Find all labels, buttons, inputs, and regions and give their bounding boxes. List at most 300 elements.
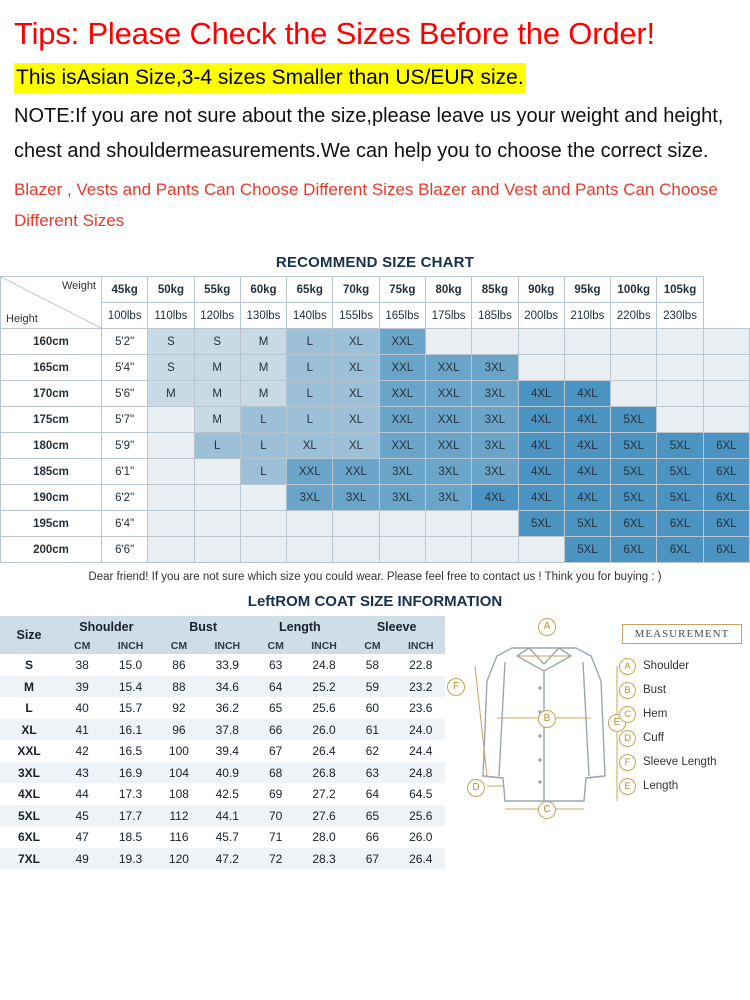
legend-badge-icon: E bbox=[619, 778, 636, 795]
coat-measure-cell: 17.7 bbox=[118, 808, 143, 823]
table-row bbox=[0, 654, 445, 676]
coat-size-label: XXL bbox=[17, 744, 41, 759]
chart-size-cell: 3XL bbox=[425, 459, 471, 485]
chart-size-cell: 4XL bbox=[518, 433, 564, 459]
chart-size-cell: XXL bbox=[379, 381, 425, 407]
coat-measure-cell: 64.5 bbox=[409, 787, 433, 802]
chart-size-cell: XXL bbox=[333, 459, 379, 485]
chart-weight-lbs-header: 110lbs bbox=[148, 303, 194, 329]
chart-size-cell bbox=[194, 459, 240, 485]
tips-note: NOTE:If you are not sure about the size,please leave us your weight and height, chest and shouldermeasurements.We can help you to choose the correct size. bbox=[14, 105, 724, 163]
chart-size-cell bbox=[564, 355, 610, 381]
coat-size-label: 4XL bbox=[17, 787, 40, 802]
chart-size-cell bbox=[657, 329, 703, 355]
coat-measure-cell: 26.0 bbox=[312, 722, 336, 737]
chart-size-cell: 5XL bbox=[657, 459, 703, 485]
chart-weight-kg-header: 65kg bbox=[287, 277, 333, 303]
table-row bbox=[0, 719, 445, 741]
chart-size-cell: M bbox=[148, 381, 194, 407]
chart-size-cell bbox=[148, 485, 194, 511]
chart-size-cell: L bbox=[194, 433, 240, 459]
chart-size-cell: 5XL bbox=[657, 433, 703, 459]
chart-size-cell: XXL bbox=[425, 355, 471, 381]
diagram-marker-d: D bbox=[467, 779, 485, 797]
legend-label: Shoulder bbox=[643, 660, 690, 673]
chart-height-ft: 6'1" bbox=[102, 459, 148, 485]
coat-measure-cell: 45.7 bbox=[215, 830, 239, 845]
chart-weight-lbs-header: 200lbs bbox=[518, 303, 564, 329]
table-row bbox=[1, 381, 750, 407]
chart-size-cell: XL bbox=[333, 433, 379, 459]
chart-size-cell bbox=[148, 433, 194, 459]
coat-size-label: 7XL bbox=[17, 851, 40, 866]
coat-measure-cell: 24.8 bbox=[312, 658, 336, 673]
table-row bbox=[1, 537, 750, 563]
measurement-box-label: MEASUREMENT bbox=[622, 624, 742, 644]
chart-size-cell: L bbox=[287, 407, 333, 433]
diagram-marker-b: B bbox=[538, 710, 556, 728]
coat-measure-cell: 15.7 bbox=[118, 701, 143, 716]
chart-weight-kg-header: 90kg bbox=[518, 277, 564, 303]
chart-height-ft: 5'4" bbox=[102, 355, 148, 381]
chart-size-cell: M bbox=[194, 407, 240, 433]
coat-measure-cell: 71 bbox=[269, 830, 283, 845]
chart-height-cm: 195cm bbox=[1, 511, 102, 537]
coat-size-table bbox=[0, 616, 445, 869]
chart-size-cell: S bbox=[194, 329, 240, 355]
chart-size-cell: 4XL bbox=[472, 485, 518, 511]
coat-measure-cell: 49 bbox=[75, 851, 89, 866]
chart-size-cell bbox=[148, 511, 194, 537]
coat-measure-cell: 69 bbox=[269, 787, 283, 802]
chart-weight-lbs-header: 120lbs bbox=[194, 303, 240, 329]
chart-size-cell: 4XL bbox=[518, 459, 564, 485]
table-row bbox=[1, 511, 750, 537]
chart-height-ft: 6'4" bbox=[102, 511, 148, 537]
coat-unit-header: CM bbox=[252, 637, 300, 654]
coat-measure-cell: 44.1 bbox=[215, 808, 239, 823]
chart-size-cell: 6XL bbox=[703, 459, 749, 485]
coat-size-information-section bbox=[0, 589, 750, 869]
chart-height-cm: 170cm bbox=[1, 381, 102, 407]
chart-size-cell: M bbox=[194, 355, 240, 381]
chart-footnote: Dear friend! If you are not sure which size you could wear. Please feel free to contact us ! Think you for buying : ) bbox=[88, 571, 662, 584]
chart-height-cm: 190cm bbox=[1, 485, 102, 511]
coat-measure-cell: 26.8 bbox=[312, 765, 336, 780]
table-row bbox=[1, 329, 750, 355]
chart-size-cell: 6XL bbox=[703, 433, 749, 459]
table-row bbox=[0, 805, 445, 827]
chart-size-cell bbox=[333, 537, 379, 563]
chart-height-ft: 5'7" bbox=[102, 407, 148, 433]
coat-measure-cell: 86 bbox=[172, 658, 186, 673]
chart-height-ft: 6'6" bbox=[102, 537, 148, 563]
chart-size-cell: 4XL bbox=[564, 381, 610, 407]
coat-measure-cell: 28.3 bbox=[312, 851, 336, 866]
coat-measure-cell: 58 bbox=[365, 658, 380, 673]
chart-weight-lbs-header: 100lbs bbox=[102, 303, 148, 329]
chart-size-cell bbox=[472, 329, 518, 355]
table-row bbox=[0, 762, 445, 784]
coat-measure-cell: 40 bbox=[75, 701, 89, 716]
chart-size-cell: 3XL bbox=[472, 407, 518, 433]
coat-measure-cell: 22.8 bbox=[409, 658, 433, 673]
coat-measure-cell: 47.2 bbox=[215, 851, 239, 866]
chart-weight-lbs-header: 175lbs bbox=[425, 303, 471, 329]
chart-size-cell: L bbox=[287, 329, 333, 355]
chart-size-cell: 6XL bbox=[611, 511, 657, 537]
chart-size-cell bbox=[518, 537, 564, 563]
chart-size-cell bbox=[194, 511, 240, 537]
table-row bbox=[0, 697, 445, 719]
coat-size-label: 3XL bbox=[17, 765, 40, 780]
coat-group-header: Bust bbox=[155, 616, 252, 637]
coat-measure-cell: 66 bbox=[269, 722, 283, 737]
chart-weight-lbs-header: 130lbs bbox=[240, 303, 286, 329]
chart-weight-lbs-header: 210lbs bbox=[564, 303, 610, 329]
legend-badge-icon: D bbox=[619, 730, 636, 747]
chart-size-cell: 3XL bbox=[379, 459, 425, 485]
coat-measure-cell: 61 bbox=[365, 722, 380, 737]
chart-weight-lbs-header: 230lbs bbox=[657, 303, 703, 329]
chart-size-cell bbox=[240, 537, 286, 563]
coat-measure-cell: 18.5 bbox=[118, 830, 143, 845]
chart-size-cell bbox=[240, 511, 286, 537]
coat-measure-cell: 88 bbox=[172, 679, 186, 694]
coat-measure-cell: 16.9 bbox=[118, 765, 143, 780]
chart-size-cell: 3XL bbox=[379, 485, 425, 511]
recommend-size-chart-table bbox=[0, 276, 750, 563]
coat-measure-cell: 72 bbox=[269, 851, 283, 866]
chart-size-cell bbox=[657, 381, 703, 407]
coat-measure-cell: 70 bbox=[269, 808, 283, 823]
chart-size-cell: 4XL bbox=[564, 407, 610, 433]
coat-measure-cell: 42.5 bbox=[215, 787, 239, 802]
coat-measure-cell: 64 bbox=[365, 787, 380, 802]
coat-measure-cell: 120 bbox=[168, 851, 189, 866]
chart-size-cell: L bbox=[240, 433, 286, 459]
coat-measure-cell: 42 bbox=[75, 744, 89, 759]
table-row bbox=[0, 676, 445, 698]
chart-size-cell bbox=[287, 537, 333, 563]
chart-size-cell: 3XL bbox=[425, 485, 471, 511]
coat-measure-cell: 25.6 bbox=[409, 808, 433, 823]
chart-size-cell bbox=[472, 537, 518, 563]
chart-size-cell: M bbox=[240, 381, 286, 407]
legend-label: Length bbox=[643, 780, 679, 793]
coat-measure-cell: 68 bbox=[269, 765, 283, 780]
table-row bbox=[0, 740, 445, 762]
coat-measure-cell: 60 bbox=[365, 701, 380, 716]
coat-unit-header: CM bbox=[58, 637, 106, 654]
chart-size-cell bbox=[148, 459, 194, 485]
chart-size-cell: L bbox=[240, 459, 286, 485]
coat-measure-cell: 17.3 bbox=[118, 787, 143, 802]
legend-badge-icon: C bbox=[619, 706, 636, 723]
chart-weight-kg-header: 95kg bbox=[564, 277, 610, 303]
chart-height-ft: 6'2" bbox=[102, 485, 148, 511]
recommend-size-chart-section bbox=[0, 248, 750, 589]
diagram-marker-a: A bbox=[538, 618, 556, 636]
chart-size-cell: XXL bbox=[425, 407, 471, 433]
coat-group-header: Size bbox=[0, 616, 58, 654]
coat-measure-cell: 36.2 bbox=[215, 701, 239, 716]
chart-weight-lbs-header: 165lbs bbox=[379, 303, 425, 329]
chart-size-cell: 3XL bbox=[287, 485, 333, 511]
chart-size-cell: 4XL bbox=[564, 485, 610, 511]
diagram-marker-e: E bbox=[608, 714, 626, 732]
coat-measure-cell: 15.0 bbox=[118, 658, 143, 673]
chart-size-cell bbox=[564, 329, 610, 355]
chart-weight-kg-header: 85kg bbox=[472, 277, 518, 303]
coat-measure-cell: 65 bbox=[269, 701, 283, 716]
chart-size-cell: S bbox=[148, 355, 194, 381]
chart-weight-kg-header: 50kg bbox=[148, 277, 194, 303]
chart-weight-kg-header: 105kg bbox=[657, 277, 703, 303]
chart-size-cell bbox=[425, 329, 471, 355]
coat-measure-cell: 41 bbox=[75, 722, 89, 737]
chart-size-cell bbox=[611, 355, 657, 381]
chart-height-ft: 5'9" bbox=[102, 433, 148, 459]
chart-weight-lbs-header: 185lbs bbox=[472, 303, 518, 329]
coat-measure-cell: 24.0 bbox=[409, 722, 433, 737]
chart-height-cm: 180cm bbox=[1, 433, 102, 459]
chart-size-cell bbox=[148, 407, 194, 433]
chart-size-cell bbox=[703, 329, 749, 355]
chart-height-ft: 5'6" bbox=[102, 381, 148, 407]
coat-size-label: M bbox=[24, 679, 34, 694]
chart-size-cell: L bbox=[240, 407, 286, 433]
legend-badge-icon: F bbox=[619, 754, 636, 771]
coat-measure-cell: 67 bbox=[269, 744, 283, 759]
coat-measure-cell: 26.4 bbox=[312, 744, 336, 759]
coat-measure-cell: 24.8 bbox=[409, 765, 433, 780]
coat-measure-cell: 59 bbox=[365, 679, 380, 694]
chart-size-cell bbox=[425, 537, 471, 563]
coat-measure-cell: 43 bbox=[75, 765, 89, 780]
coat-measure-cell: 26.4 bbox=[409, 851, 433, 866]
chart-size-cell bbox=[518, 355, 564, 381]
coat-measure-cell: 23.6 bbox=[409, 701, 433, 716]
coat-measure-cell: 34.6 bbox=[215, 679, 239, 694]
legend-badge-icon: B bbox=[619, 682, 636, 699]
legend-item bbox=[619, 654, 744, 678]
chart-size-cell: 5XL bbox=[564, 511, 610, 537]
chart-size-cell: 6XL bbox=[703, 485, 749, 511]
chart-size-cell bbox=[194, 537, 240, 563]
chart-size-cell: XL bbox=[333, 381, 379, 407]
chart-height-cm: 160cm bbox=[1, 329, 102, 355]
chart-size-cell: M bbox=[240, 329, 286, 355]
legend-item bbox=[619, 774, 744, 798]
coat-unit-header: INCH bbox=[300, 637, 348, 654]
coat-size-label: L bbox=[25, 701, 33, 716]
legend-item bbox=[619, 750, 744, 774]
coat-measure-cell: 27.2 bbox=[312, 787, 336, 802]
chart-size-cell: 5XL bbox=[611, 459, 657, 485]
chart-height-cm: 165cm bbox=[1, 355, 102, 381]
legend-item bbox=[619, 726, 744, 750]
legend-badge-icon: A bbox=[619, 658, 636, 675]
chart-size-cell: XXL bbox=[379, 407, 425, 433]
coat-measure-cell: 66 bbox=[365, 830, 380, 845]
coat-measure-cell: 44 bbox=[75, 787, 89, 802]
coat-size-label: 6XL bbox=[17, 830, 40, 845]
chart-size-cell: 5XL bbox=[611, 407, 657, 433]
chart-size-cell bbox=[287, 511, 333, 537]
tips-title: Tips: Please Check the Sizes Before the Order! bbox=[14, 16, 655, 51]
chart-size-cell bbox=[425, 511, 471, 537]
table-row bbox=[1, 485, 750, 511]
chart-size-cell: XXL bbox=[425, 381, 471, 407]
coat-measure-cell: 40.9 bbox=[215, 765, 239, 780]
coat-measure-cell: 25.2 bbox=[312, 679, 336, 694]
coat-measure-cell: 104 bbox=[168, 765, 189, 780]
chart-size-cell: L bbox=[287, 355, 333, 381]
chart-size-cell: 3XL bbox=[472, 459, 518, 485]
chart-size-cell bbox=[703, 407, 749, 433]
chart-size-cell: M bbox=[240, 355, 286, 381]
chart-size-cell bbox=[472, 511, 518, 537]
legend-label: Bust bbox=[643, 684, 667, 697]
chart-size-cell: XXL bbox=[379, 329, 425, 355]
chart-size-cell: 3XL bbox=[472, 381, 518, 407]
chart-height-cm: 185cm bbox=[1, 459, 102, 485]
table-row bbox=[1, 355, 750, 381]
chart-size-cell: 6XL bbox=[657, 511, 703, 537]
coat-measure-cell: 15.4 bbox=[118, 679, 143, 694]
chart-size-cell: XXL bbox=[379, 355, 425, 381]
table-row bbox=[0, 848, 445, 870]
table-row bbox=[1, 407, 750, 433]
coat-group-header: Sleeve bbox=[348, 616, 445, 637]
chart-size-cell: 4XL bbox=[518, 381, 564, 407]
chart-size-cell bbox=[703, 381, 749, 407]
chart-weight-kg-header: 45kg bbox=[102, 277, 148, 303]
coat-measure-cell: 19.3 bbox=[118, 851, 143, 866]
tips-section bbox=[0, 0, 750, 236]
chart-size-cell bbox=[194, 485, 240, 511]
chart-size-cell: 6XL bbox=[703, 537, 749, 563]
tips-red-note: Blazer , Vests and Pants Can Choose Different Sizes Blazer and Vest and Pants Can Choose Different Sizes bbox=[14, 180, 718, 230]
chart-size-cell bbox=[518, 329, 564, 355]
recommend-chart-title: RECOMMEND SIZE CHART bbox=[275, 254, 475, 272]
chart-size-cell bbox=[657, 355, 703, 381]
chart-size-cell: 5XL bbox=[611, 433, 657, 459]
coat-measure-cell: 25.6 bbox=[312, 701, 336, 716]
coat-info-title: LeftROM COAT SIZE INFORMATION bbox=[247, 593, 503, 611]
chart-size-cell: 6XL bbox=[611, 537, 657, 563]
chart-size-cell: 3XL bbox=[333, 485, 379, 511]
chart-weight-kg-header: 80kg bbox=[425, 277, 471, 303]
coat-measure-cell: 39.4 bbox=[215, 744, 239, 759]
chart-size-cell: XL bbox=[333, 407, 379, 433]
measurement-legend bbox=[619, 654, 744, 798]
coat-size-label: XL bbox=[21, 722, 37, 737]
chart-size-cell: 4XL bbox=[518, 485, 564, 511]
chart-height-ft: 5'2" bbox=[102, 329, 148, 355]
coat-measure-cell: 37.8 bbox=[215, 722, 239, 737]
chart-size-cell: 4XL bbox=[564, 459, 610, 485]
chart-height-cm: 200cm bbox=[1, 537, 102, 563]
chart-size-cell bbox=[240, 485, 286, 511]
coat-measure-cell: 38 bbox=[75, 658, 89, 673]
coat-measure-cell: 28.0 bbox=[312, 830, 336, 845]
chart-size-cell: L bbox=[287, 381, 333, 407]
legend-label: Cuff bbox=[643, 732, 664, 745]
coat-measure-cell: 100 bbox=[168, 744, 189, 759]
measurement-diagram-panel bbox=[445, 616, 750, 869]
chart-corner-cell: Weight Height bbox=[1, 277, 102, 329]
coat-unit-header: INCH bbox=[106, 637, 154, 654]
coat-measure-cell: 27.6 bbox=[312, 808, 336, 823]
chart-size-cell: S bbox=[148, 329, 194, 355]
table-row bbox=[0, 783, 445, 805]
chart-size-cell: 6XL bbox=[703, 511, 749, 537]
chart-weight-kg-header: 70kg bbox=[333, 277, 379, 303]
coat-measure-cell: 16.1 bbox=[118, 722, 143, 737]
chart-size-cell bbox=[379, 537, 425, 563]
chart-size-cell: XXL bbox=[379, 433, 425, 459]
coat-measure-cell: 47 bbox=[75, 830, 89, 845]
chart-size-cell: XXL bbox=[425, 433, 471, 459]
chart-size-cell: 5XL bbox=[564, 537, 610, 563]
coat-measure-cell: 45 bbox=[75, 808, 89, 823]
chart-weight-lbs-header: 140lbs bbox=[287, 303, 333, 329]
coat-measure-cell: 112 bbox=[169, 808, 189, 823]
chart-size-cell: 4XL bbox=[564, 433, 610, 459]
chart-size-cell bbox=[379, 511, 425, 537]
chart-size-cell: 4XL bbox=[518, 407, 564, 433]
coat-measure-cell: 63 bbox=[365, 765, 380, 780]
coat-measure-cell: 108 bbox=[168, 787, 189, 802]
coat-measure-cell: 96 bbox=[172, 722, 186, 737]
chart-weight-kg-header: 60kg bbox=[240, 277, 286, 303]
chart-weight-lbs-header: 155lbs bbox=[333, 303, 379, 329]
chart-height-cm: 175cm bbox=[1, 407, 102, 433]
chart-size-cell: 5XL bbox=[518, 511, 564, 537]
coat-measure-cell: 24.4 bbox=[409, 744, 433, 759]
coat-unit-header: CM bbox=[155, 637, 203, 654]
coat-measure-cell: 23.2 bbox=[409, 679, 433, 694]
tips-highlight: This isAsian Size,3-4 sizes Smaller than US/EUR size. bbox=[14, 63, 526, 93]
table-row bbox=[0, 826, 445, 848]
chart-size-cell: 6XL bbox=[657, 537, 703, 563]
table-row bbox=[1, 459, 750, 485]
chart-size-cell: 3XL bbox=[472, 433, 518, 459]
coat-unit-header: INCH bbox=[203, 637, 251, 654]
coat-measure-cell: 39 bbox=[75, 679, 89, 694]
coat-measure-cell: 63 bbox=[269, 658, 283, 673]
chart-size-cell: XL bbox=[333, 355, 379, 381]
coat-measure-cell: 92 bbox=[172, 701, 186, 716]
legend-item bbox=[619, 702, 744, 726]
chart-weight-kg-header: 75kg bbox=[379, 277, 425, 303]
coat-measure-cell: 62 bbox=[365, 744, 380, 759]
coat-unit-header: INCH bbox=[397, 637, 445, 654]
legend-item bbox=[619, 678, 744, 702]
table-row bbox=[1, 433, 750, 459]
legend-label: Hem bbox=[643, 708, 668, 721]
coat-unit-header: CM bbox=[348, 637, 396, 654]
coat-measure-cell: 33.9 bbox=[215, 658, 239, 673]
chart-size-cell bbox=[611, 381, 657, 407]
chart-weight-kg-header: 100kg bbox=[611, 277, 657, 303]
diagram-marker-c: C bbox=[538, 801, 556, 819]
coat-measure-cell: 65 bbox=[365, 808, 380, 823]
coat-measure-cell: 116 bbox=[169, 830, 189, 845]
chart-size-cell: 5XL bbox=[611, 485, 657, 511]
